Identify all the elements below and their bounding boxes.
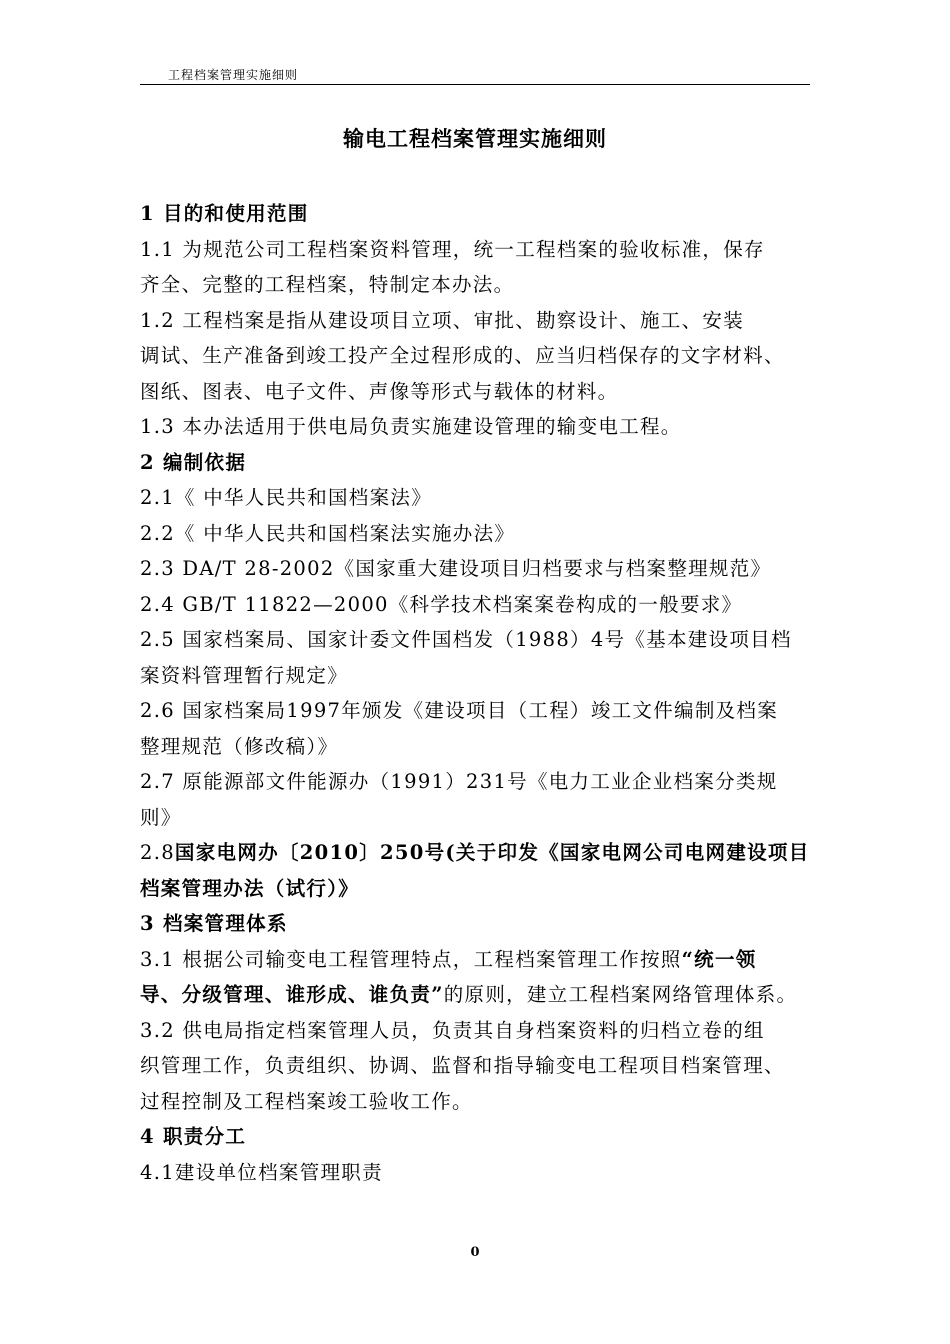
body-line: 3.2 供电局指定档案管理人员，负责其自身档案资料的归档立卷的组 [140, 1018, 765, 1042]
line-prefix: 2.8 [140, 841, 175, 864]
document-body [140, 196, 812, 1190]
body-line: 2.5 国家档案局、国家计委文件国档发（1988）4号《基本建设项目档 [140, 628, 792, 651]
body-line-mixed [140, 835, 812, 871]
body-line: 2.2《 中华人民共和国档案法实施办法》 [140, 521, 516, 545]
body-line: 1.1 为规范公司工程档案资料管理，统一工程档案的验收标准，保存 [140, 237, 765, 261]
body-line: 整理规范（修改稿）》 [140, 734, 339, 758]
page-number: 0 [470, 1245, 480, 1260]
body-line: 4.1建设单位档案管理职责 [140, 1160, 383, 1184]
body-line: 2.3 DA/T 28-2002《国家重大建设项目归档要求与档案整理规范》 [140, 557, 772, 580]
line-suffix: 的原则，建立工程档案网络管理体系。 [443, 983, 798, 1006]
body-line: 过程控制及工程档案竣工验收工作。 [140, 1089, 473, 1113]
body-line: 案资料管理暂行规定》 [140, 663, 349, 687]
body-line-bold: 档案管理办法（试行）》 [140, 876, 360, 900]
section-heading: 4 职责分工 [140, 1125, 247, 1148]
bold-text: 导、分级管理、谁形成、谁负责” [140, 983, 444, 1006]
body-line: 则》 [140, 805, 182, 829]
body-line: 2.7 原能源部文件能源办（1991）231号《电力工业企业档案分类规 [140, 770, 778, 793]
body-line: 2.1《 中华人民共和国档案法》 [140, 486, 433, 509]
body-line: 1.2 工程档案是指从建设项目立项、审批、勘察设计、施工、安装 [140, 308, 745, 332]
running-title: 工程档案管理实施细则 [168, 68, 299, 82]
bold-text: “统一领 [681, 947, 757, 971]
body-line: 图纸、图表、电子文件、声像等形式与载体的材料。 [140, 379, 619, 403]
body-line: 1.3 本办法适用于供电局负责实施建设管理的输变电工程。 [140, 415, 682, 438]
body-line: 2.6 国家档案局1997年颁发《建设项目（工程）竣工文件编制及档案 [140, 699, 779, 722]
section-heading: 3 档案管理体系 [140, 912, 288, 935]
section-heading: 2 编制依据 [140, 450, 247, 474]
line-prefix: 3.1 根据公司输变电工程管理特点，工程档案管理工作按照 [140, 947, 682, 971]
body-line: 2.4 GB/T 11822—2000《科学技术档案案卷构成的一般要求》 [140, 592, 743, 616]
bold-text: 国家电网办〔2010〕250号(关于印发《国家电网公司电网建设项目 [174, 841, 810, 864]
body-line: 织管理工作，负责组织、协调、监督和指导输变电工程项目档案管理、 [140, 1054, 785, 1077]
document-title: 输电工程档案管理实施细则 [343, 126, 607, 151]
body-line: 齐全、完整的工程档案，特制定本办法。 [140, 273, 515, 296]
body-line-mixed [140, 977, 812, 1013]
body-line-mixed [140, 942, 812, 978]
body-line: 调试、生产准备到竣工投产全过程形成的、应当归档保存的文字材料、 [140, 344, 785, 367]
section-heading: 1 目的和使用范围 [140, 202, 309, 225]
